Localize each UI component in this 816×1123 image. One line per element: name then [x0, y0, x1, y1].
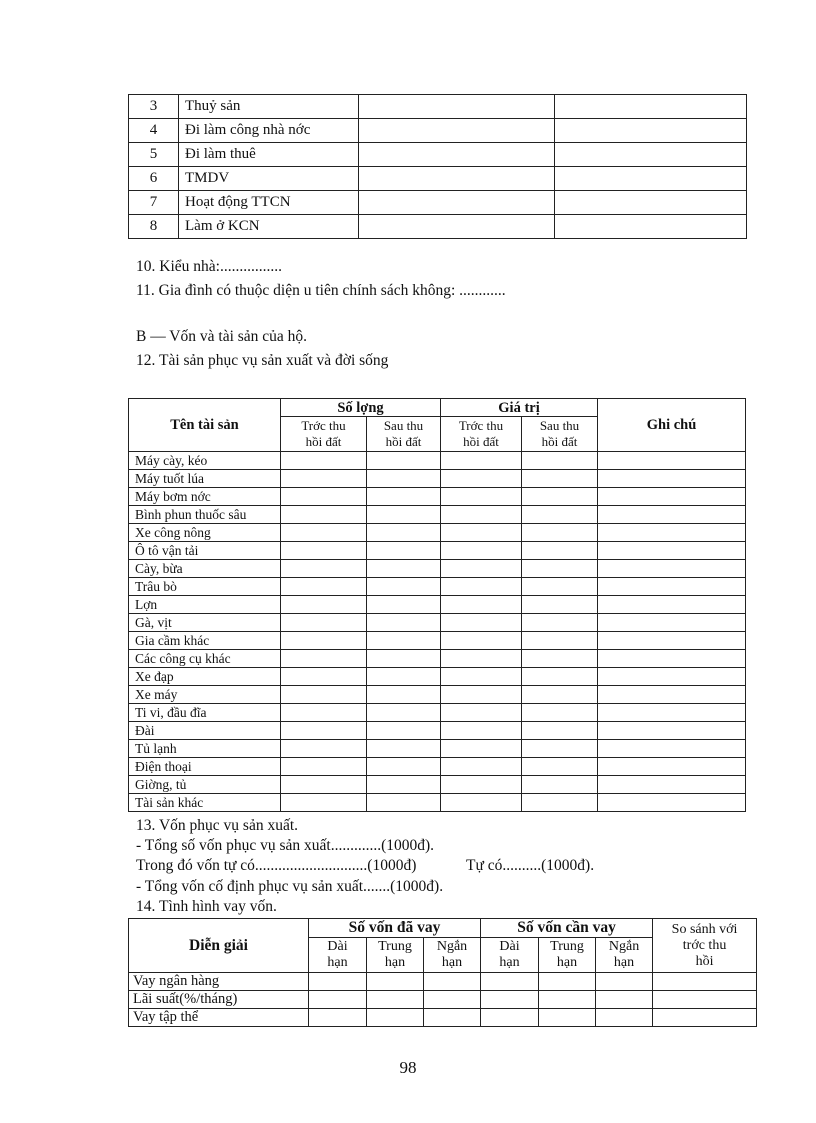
page-number: 98 — [399, 1058, 417, 1077]
empty-cell — [441, 524, 522, 542]
asset-row — [129, 614, 746, 632]
loan-term-header: Trung hạn — [367, 938, 424, 973]
empty-cell — [598, 740, 746, 758]
empty-cell — [367, 542, 441, 560]
asset-name: Máy bơm nớc — [129, 488, 281, 506]
self-owned-line: Tự có..........(1000đ). — [466, 857, 595, 874]
empty-cell — [598, 560, 746, 578]
asset-row — [129, 776, 746, 794]
asset-row — [129, 470, 746, 488]
empty-cell — [367, 794, 441, 812]
empty-cell — [281, 542, 367, 560]
empty-cell — [522, 596, 598, 614]
empty-cell — [441, 686, 522, 704]
empty-cell — [598, 758, 746, 776]
empty-cell — [441, 488, 522, 506]
empty-cell — [522, 704, 598, 722]
empty-cell — [555, 167, 747, 191]
empty-cell — [281, 704, 367, 722]
empty-cell — [522, 794, 598, 812]
empty-cell — [367, 722, 441, 740]
empty-cell — [598, 704, 746, 722]
loan-row-label: Vay ngân hàng — [129, 973, 309, 991]
empty-cell — [598, 794, 746, 812]
question-13-capital: 13. Vốn phục vụ sản xuất. — [136, 817, 299, 834]
value-before-recovery: Trớc thu hồi đất — [441, 417, 522, 452]
asset-name: Lợn — [129, 596, 281, 614]
occupation-label: Đi làm công nhà nớc — [179, 119, 359, 143]
asset-row — [129, 542, 746, 560]
empty-cell — [481, 991, 539, 1009]
empty-cell — [598, 488, 746, 506]
empty-cell — [555, 143, 747, 167]
empty-cell — [367, 740, 441, 758]
asset-row — [129, 578, 746, 596]
loan-col-description: Diễn giải — [129, 919, 309, 973]
empty-cell — [281, 524, 367, 542]
empty-cell — [522, 740, 598, 758]
empty-cell — [281, 578, 367, 596]
empty-cell — [281, 794, 367, 812]
empty-cell — [367, 704, 441, 722]
loan-table — [128, 918, 757, 1027]
asset-row — [129, 650, 746, 668]
empty-cell — [441, 596, 522, 614]
empty-cell — [359, 167, 555, 191]
empty-cell — [309, 973, 367, 991]
asset-name: Ô tô vận tải — [129, 542, 281, 560]
loan-row — [129, 973, 757, 991]
row-number: 4 — [129, 119, 179, 143]
row-number: 7 — [129, 191, 179, 215]
empty-cell — [555, 191, 747, 215]
empty-cell — [441, 452, 522, 470]
asset-name: Máy cày, kéo — [129, 452, 281, 470]
empty-cell — [596, 973, 653, 991]
empty-cell — [441, 758, 522, 776]
empty-cell — [522, 632, 598, 650]
empty-cell — [522, 686, 598, 704]
occupation-row — [129, 191, 747, 215]
empty-cell — [367, 578, 441, 596]
asset-row — [129, 668, 746, 686]
empty-cell — [539, 973, 596, 991]
empty-cell — [441, 776, 522, 794]
empty-cell — [598, 632, 746, 650]
empty-cell — [522, 470, 598, 488]
empty-cell — [555, 119, 747, 143]
asset-row — [129, 794, 746, 812]
empty-cell — [367, 991, 424, 1009]
empty-cell — [281, 506, 367, 524]
occupation-row — [129, 143, 747, 167]
asset-row — [129, 596, 746, 614]
asset-name: Xe công nông — [129, 524, 281, 542]
asset-row — [129, 506, 746, 524]
empty-cell — [367, 650, 441, 668]
assets-col-name: Tên tài sản — [129, 399, 281, 452]
empty-cell — [281, 740, 367, 758]
empty-cell — [598, 668, 746, 686]
empty-cell — [598, 596, 746, 614]
asset-row — [129, 560, 746, 578]
empty-cell — [367, 596, 441, 614]
empty-cell — [359, 215, 555, 239]
empty-cell — [441, 470, 522, 488]
empty-cell — [539, 1009, 596, 1027]
empty-cell — [441, 668, 522, 686]
empty-cell — [522, 758, 598, 776]
question-12-assets: 12. Tài sản phục vụ sản xuất và đời sống — [136, 352, 389, 369]
asset-name: Máy tuốt lúa — [129, 470, 281, 488]
empty-cell — [441, 794, 522, 812]
asset-row — [129, 704, 746, 722]
empty-cell — [359, 191, 555, 215]
asset-name: Điện thoại — [129, 758, 281, 776]
empty-cell — [522, 578, 598, 596]
empty-cell — [367, 668, 441, 686]
empty-cell — [522, 560, 598, 578]
question-11-policy-status: 11. Gia đình có thuộc diện u tiên chính sách không: ............ — [136, 282, 506, 299]
row-number: 8 — [129, 215, 179, 239]
loan-row-label: Lãi suất(%/tháng) — [129, 991, 309, 1009]
empty-cell — [598, 650, 746, 668]
occupation-table — [128, 94, 747, 239]
asset-name: Gà, vịt — [129, 614, 281, 632]
qty-before-recovery: Trớc thu hồi đất — [281, 417, 367, 452]
empty-cell — [367, 973, 424, 991]
empty-cell — [424, 973, 481, 991]
empty-cell — [522, 488, 598, 506]
empty-cell — [367, 506, 441, 524]
empty-cell — [441, 632, 522, 650]
empty-cell — [653, 1009, 757, 1027]
empty-cell — [367, 470, 441, 488]
empty-cell — [441, 578, 522, 596]
asset-row — [129, 524, 746, 542]
loan-term-header: Ngắn hạn — [596, 938, 653, 973]
loan-term-header: Dài hạn — [481, 938, 539, 973]
empty-cell — [441, 506, 522, 524]
empty-cell — [598, 506, 746, 524]
asset-row — [129, 758, 746, 776]
empty-cell — [539, 991, 596, 1009]
empty-cell — [281, 650, 367, 668]
empty-cell — [555, 215, 747, 239]
occupation-label: Hoạt động TTCN — [179, 191, 359, 215]
asset-name: Giờng, tủ — [129, 776, 281, 794]
empty-cell — [522, 524, 598, 542]
empty-cell — [441, 650, 522, 668]
empty-cell — [281, 632, 367, 650]
occupation-row — [129, 167, 747, 191]
asset-name: Tài sản khác — [129, 794, 281, 812]
empty-cell — [281, 758, 367, 776]
empty-cell — [522, 668, 598, 686]
asset-row — [129, 740, 746, 758]
asset-name: Đài — [129, 722, 281, 740]
own-capital-line: Trong đó vốn tự có.............................(1000đ) — [136, 857, 417, 874]
empty-cell — [367, 452, 441, 470]
value-after-recovery: Sau thu hồi đất — [522, 417, 598, 452]
empty-cell — [522, 650, 598, 668]
empty-cell — [598, 452, 746, 470]
asset-name: Bình phun thuốc sâu — [129, 506, 281, 524]
fixed-capital-line: - Tổng vốn cố định phục vụ sản xuất.......(1000đ). — [136, 878, 444, 895]
asset-name: Ti vi, đầu đĩa — [129, 704, 281, 722]
question-10-house-type: 10. Kiểu nhà:................ — [136, 258, 282, 275]
empty-cell — [653, 991, 757, 1009]
empty-cell — [598, 686, 746, 704]
empty-cell — [598, 578, 746, 596]
asset-name: Gia cầm khác — [129, 632, 281, 650]
loan-term-header: Trung hạn — [539, 938, 596, 973]
empty-cell — [367, 560, 441, 578]
empty-cell — [481, 1009, 539, 1027]
loan-row — [129, 991, 757, 1009]
occupation-label: Làm ở KCN — [179, 215, 359, 239]
empty-cell — [653, 973, 757, 991]
assets-group-quantity: Số lợng — [281, 399, 441, 417]
empty-cell — [367, 632, 441, 650]
empty-cell — [367, 686, 441, 704]
empty-cell — [522, 506, 598, 524]
row-number: 3 — [129, 95, 179, 119]
empty-cell — [367, 1009, 424, 1027]
empty-cell — [367, 758, 441, 776]
empty-cell — [281, 560, 367, 578]
empty-cell — [522, 452, 598, 470]
loan-term-header: Dài hạn — [309, 938, 367, 973]
occupation-label: Thuỷ sản — [179, 95, 359, 119]
asset-row — [129, 722, 746, 740]
empty-cell — [522, 542, 598, 560]
empty-cell — [281, 488, 367, 506]
empty-cell — [441, 722, 522, 740]
section-b-heading: B — Vốn và tài sản của hộ. — [136, 328, 308, 345]
empty-cell — [367, 776, 441, 794]
loan-term-header: Ngắn hạn — [424, 938, 481, 973]
question-14-loans: 14. Tình hình vay vốn. — [136, 898, 277, 915]
empty-cell — [359, 143, 555, 167]
empty-cell — [309, 1009, 367, 1027]
empty-cell — [281, 452, 367, 470]
empty-cell — [424, 1009, 481, 1027]
empty-cell — [281, 668, 367, 686]
loan-row-label: Vay tập thể — [129, 1009, 309, 1027]
empty-cell — [598, 614, 746, 632]
asset-row — [129, 632, 746, 650]
empty-cell — [441, 704, 522, 722]
empty-cell — [598, 524, 746, 542]
assets-group-value: Giá trị — [441, 399, 598, 417]
qty-after-recovery: Sau thu hồi đất — [367, 417, 441, 452]
empty-cell — [555, 95, 747, 119]
empty-cell — [522, 722, 598, 740]
empty-cell — [281, 470, 367, 488]
occupation-label: Đi làm thuê — [179, 143, 359, 167]
asset-name: Các công cụ khác — [129, 650, 281, 668]
empty-cell — [281, 686, 367, 704]
empty-cell — [359, 95, 555, 119]
assets-table — [128, 398, 746, 812]
empty-cell — [281, 776, 367, 794]
empty-cell — [281, 722, 367, 740]
empty-cell — [359, 119, 555, 143]
occupation-label: TMDV — [179, 167, 359, 191]
loan-col-compare: So sánh với trớc thu hồi — [653, 919, 757, 973]
row-number: 5 — [129, 143, 179, 167]
empty-cell — [441, 740, 522, 758]
empty-cell — [596, 991, 653, 1009]
empty-cell — [424, 991, 481, 1009]
row-number: 6 — [129, 167, 179, 191]
occupation-row — [129, 95, 747, 119]
empty-cell — [598, 542, 746, 560]
asset-row — [129, 452, 746, 470]
loan-row — [129, 1009, 757, 1027]
occupation-row — [129, 215, 747, 239]
asset-row — [129, 686, 746, 704]
asset-row — [129, 488, 746, 506]
asset-name: Tủ lạnh — [129, 740, 281, 758]
assets-col-note: Ghi chú — [598, 399, 746, 452]
empty-cell — [367, 488, 441, 506]
occupation-row — [129, 119, 747, 143]
empty-cell — [441, 614, 522, 632]
total-capital-line: - Tổng số vốn phục vụ sản xuất.............(1000đ). — [136, 837, 435, 854]
empty-cell — [367, 614, 441, 632]
asset-name: Cày, bừa — [129, 560, 281, 578]
empty-cell — [522, 776, 598, 794]
asset-name: Xe máy — [129, 686, 281, 704]
empty-cell — [281, 614, 367, 632]
empty-cell — [596, 1009, 653, 1027]
empty-cell — [309, 991, 367, 1009]
loan-group-needed: Số vốn cần vay — [481, 919, 653, 938]
empty-cell — [522, 614, 598, 632]
empty-cell — [281, 596, 367, 614]
asset-name: Trâu bò — [129, 578, 281, 596]
empty-cell — [598, 776, 746, 794]
empty-cell — [598, 722, 746, 740]
empty-cell — [441, 560, 522, 578]
empty-cell — [598, 470, 746, 488]
asset-name: Xe đạp — [129, 668, 281, 686]
empty-cell — [367, 524, 441, 542]
loan-group-borrowed: Số vốn đã vay — [309, 919, 481, 938]
empty-cell — [481, 973, 539, 991]
empty-cell — [441, 542, 522, 560]
